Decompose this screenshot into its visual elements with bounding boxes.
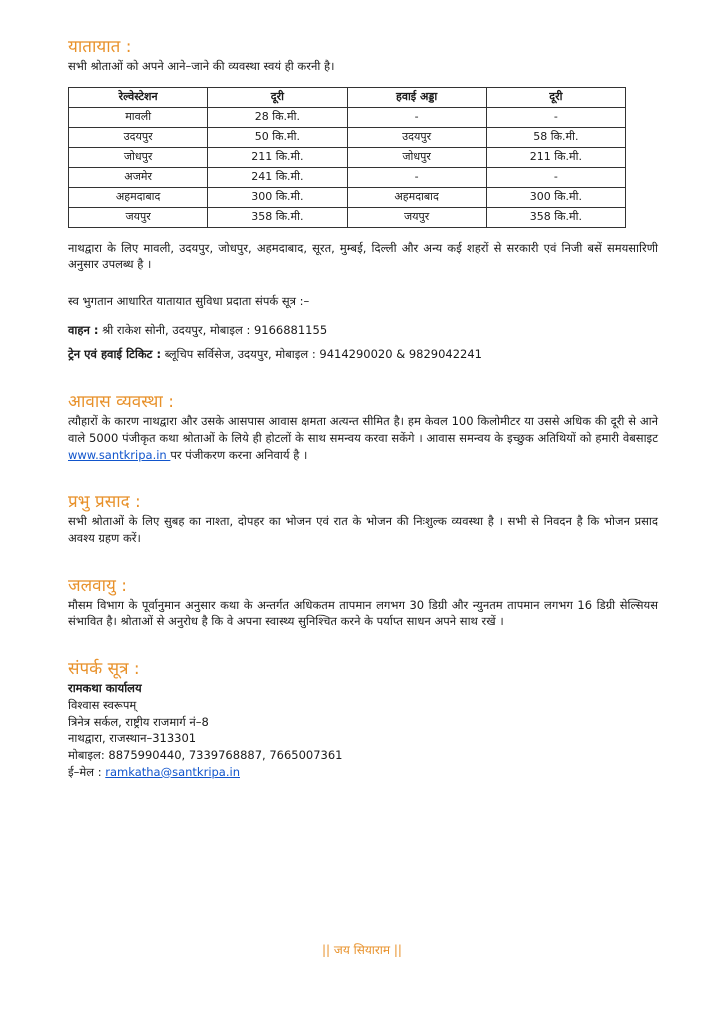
- transport-intro: सभी श्रोताओं को अपने आने–जाने की व्यवस्था स्वयं ही करनी है।: [68, 59, 335, 74]
- table-cell: 241 कि.मी.: [208, 167, 347, 187]
- bus-note: नाथद्वारा के लिए मावली, उदयपुर, जोधपुर, अहमदाबाद, सूरत, मुम्बई, दिल्ली और अन्य कई शहरों से सरकारी एवं निजी बसें समयसारिणी अनुसार उपलब्ध है ।: [68, 240, 658, 272]
- prasad-heading: प्रभु प्रसाद :: [68, 492, 141, 513]
- contact-address-line: नाथद्वारा, राजस्थान–313301: [68, 731, 197, 746]
- table-cell: उदयपुर: [69, 127, 208, 147]
- train-air-contact: [68, 346, 658, 363]
- table-row: [69, 167, 626, 187]
- table-cell: जयपुर: [347, 207, 486, 227]
- table-cell: 211 कि.मी.: [208, 147, 347, 167]
- accommodation-text-part: पर पंजीकरण करना अनिवार्य है ।: [170, 447, 308, 462]
- table-row: [69, 127, 626, 147]
- table-row: [69, 187, 626, 207]
- train-label: ट्रेन एवं हवाई टिकिट :: [68, 347, 162, 362]
- table-cell: -: [347, 107, 486, 127]
- header-distance: दूरी: [208, 87, 347, 107]
- table-cell: जयपुर: [69, 207, 208, 227]
- table-cell: 50 कि.मी.: [208, 127, 347, 147]
- footer-salutation: || जय सियाराम ||: [322, 943, 402, 957]
- table-cell: -: [486, 107, 625, 127]
- table-cell: 28 कि.मी.: [208, 107, 347, 127]
- table-cell: अहमदाबाद: [347, 187, 486, 207]
- header-distance: दूरी: [486, 87, 625, 107]
- website-link[interactable]: www.santkripa.in: [68, 447, 171, 462]
- table-cell: 358 कि.मी.: [486, 207, 625, 227]
- contact-address-line: विश्वास स्वरूपम्: [68, 697, 137, 712]
- table-cell: -: [486, 167, 625, 187]
- table-cell: 300 कि.मी.: [486, 187, 625, 207]
- table-cell: जोधपुर: [69, 147, 208, 167]
- table-cell: अहमदाबाद: [69, 187, 208, 207]
- accommodation-text-part: त्यौहारों के कारण नाथद्वारा और उसके आसपास आवास क्षमता अत्यन्त सीमित है। हम केवल 100 किलोमीटर या उससे अधिक की दूरी से आने वाले 5000 पंजीकृत कथा श्रोताओं के लिये ही होटलों के साथ समन्वय करवा सकेंगे । आवास समन्वय के इच्छुक अतिथियों को हमारी वेबसाइट: [68, 414, 658, 445]
- transport-table: [68, 87, 626, 228]
- table-cell: 211 कि.मी.: [486, 147, 625, 167]
- email-link[interactable]: ramkatha@santkripa.in: [105, 764, 240, 779]
- prasad-text: सभी श्रोताओं के लिए सुबह का नाश्ता, दोपहर का भोजन एवं रात के भोजन की निःशुल्क व्यवस्था है । सभी से निवदन है कि भोजन प्रसाद अवश्य ग्रहण करें।: [68, 514, 658, 545]
- contact-heading: संपर्क सूत्र :: [68, 659, 140, 680]
- table-cell: -: [347, 167, 486, 187]
- header-railway-station: रेल्वेस्टेशन: [69, 87, 208, 107]
- table-cell: अजमेर: [69, 167, 208, 187]
- table-cell: 358 कि.मी.: [208, 207, 347, 227]
- email-label: ई–मेल :: [68, 764, 106, 779]
- vehicle-label: वाहन :: [68, 322, 99, 337]
- train-value: ब्लूचिप सर्विसेज, उदयपुर, मोबाइल : 9414290020 & 9829042241: [161, 347, 483, 362]
- contact-phone: मोबाइल: 8875990440, 7339768887, 7665007361: [68, 747, 343, 762]
- paid-transport-note: स्व भुगतान आधारित यातायात सुविधा प्रदाता संपर्क सूत्र :–: [68, 294, 310, 309]
- contact-address-line: त्रिनेत्र सर्कल, राष्ट्रीय राजमार्ग नं–8: [68, 714, 209, 729]
- header-airport: हवाई अड्डा: [347, 87, 486, 107]
- table-cell: 58 कि.मी.: [486, 127, 625, 147]
- table-cell: उदयपुर: [347, 127, 486, 147]
- table-row: [69, 107, 626, 127]
- climate-text: मौसम विभाग के पूर्वानुमान अनुसार कथा के अन्तर्गत अधिकतम तापमान लगभग 30 डिग्री और न्युनतम तापमान लगभग 16 डिग्री सेल्सियस संभावित है। श्रोताओं से अनुरोध है कि वे अपना स्वास्थ्य सुनिश्चित करने के पर्याप्त साधन अपने साथ रखें ।: [68, 597, 658, 629]
- table-cell: मावली: [69, 107, 208, 127]
- contact-office: रामकथा कार्यालय: [68, 681, 142, 696]
- transport-heading: यातायात :: [68, 37, 132, 57]
- climate-heading: जलवायु :: [68, 575, 127, 596]
- vehicle-value: श्री राकेश सोनी, उदयपुर, मोबाइल : 9166881155: [98, 322, 328, 337]
- table-row: [69, 207, 626, 227]
- table-header-row: [69, 87, 626, 107]
- document-page: [68, 36, 658, 780]
- table-cell: जोधपुर: [347, 147, 486, 167]
- accommodation-text: [68, 413, 658, 463]
- vehicle-contact: [68, 322, 658, 339]
- table-row: [69, 147, 626, 167]
- table-cell: 300 कि.मी.: [208, 187, 347, 207]
- contact-email-line: [68, 764, 658, 781]
- accommodation-heading: आवास व्यवस्था :: [68, 392, 174, 413]
